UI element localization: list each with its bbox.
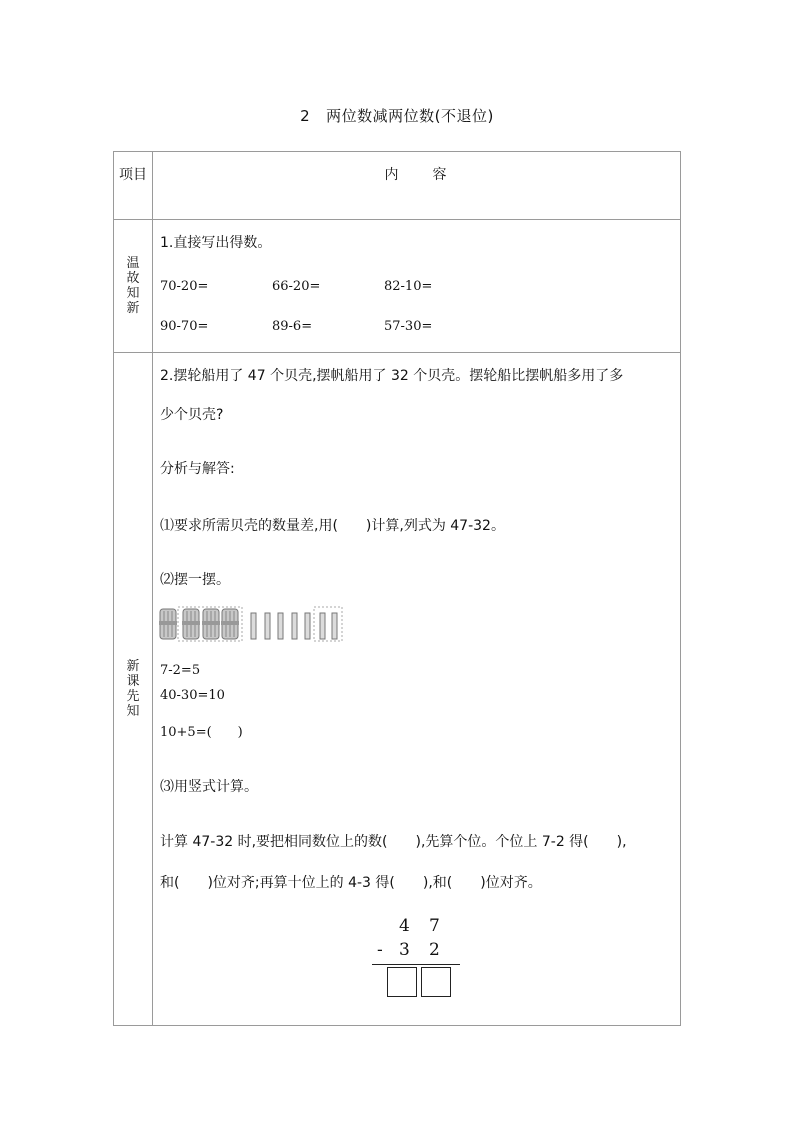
equation-3: 10+5=( ) [160, 725, 243, 740]
bundle-icon [221, 609, 239, 639]
part1-heading: 1.直接写出得数。 [160, 235, 272, 251]
vertical-top-tens: 4 [399, 916, 410, 936]
analysis-label: 分析与解答: [160, 461, 235, 477]
vertical-top-ones: 7 [429, 916, 440, 936]
bundle-icon [202, 609, 220, 639]
vertical-minus-sign: - [377, 940, 383, 960]
vertical-bottom-ones: 2 [429, 940, 440, 960]
section-label-review [114, 220, 153, 353]
section-label-new [114, 353, 153, 1026]
bundle-icon [159, 609, 177, 639]
section-new-lesson [153, 353, 681, 1026]
stick-icon [292, 613, 297, 639]
exercise-1-1: 70-20= [160, 279, 209, 294]
answer-box-tens[interactable] [387, 967, 417, 997]
question-line-1: 2.摆轮船用了 47 个贝壳,摆帆船用了 32 个贝壳。摆轮船比摆帆船多用了多 [160, 368, 624, 384]
vertical-underline [372, 964, 460, 965]
lesson-table [113, 151, 681, 1026]
stick-icon [251, 613, 256, 639]
section-label-review-text: 温故知新 [126, 256, 140, 316]
exercise-2-1: 90-70= [160, 319, 209, 334]
exercise-1-3: 82-10= [384, 279, 433, 294]
calc-line-1: 计算 47-32 时,要把相同数位上的数( ),先算个位。个位上 7-2 得( ), [160, 834, 627, 850]
stick-icon [305, 613, 310, 639]
page-title [0, 105, 794, 126]
stick-icon [320, 613, 325, 639]
section-label-new-text: 新课先知 [126, 659, 140, 719]
section-review [153, 220, 681, 353]
ones-group-box [314, 607, 342, 641]
header-item: 项目 [114, 152, 153, 220]
sticks-illustration [159, 605, 349, 645]
bundle-icon [182, 609, 200, 639]
step-3: ⑶用竖式计算。 [160, 779, 258, 795]
stick-icon [332, 613, 337, 639]
exercise-2-2: 89-6= [272, 319, 313, 334]
lesson-number: 2 [300, 107, 311, 125]
question-line-2: 少个贝壳? [160, 407, 224, 423]
step-1: ⑴要求所需贝壳的数量差,用( )计算,列式为 47-32。 [160, 518, 505, 534]
equation-1: 7-2=5 [160, 663, 201, 678]
equation-2: 40-30=10 [160, 688, 225, 703]
vertical-bottom-tens: 3 [399, 940, 410, 960]
header-content: 内 容 [153, 152, 681, 220]
stick-icon [278, 613, 283, 639]
exercise-2-3: 57-30= [384, 319, 433, 334]
stick-icon [265, 613, 270, 639]
lesson-title: 两位数减两位数(不退位) [326, 107, 494, 125]
exercise-1-2: 66-20= [272, 279, 321, 294]
calc-line-2: 和( )位对齐;再算十位上的 4-3 得( ),和( )位对齐。 [160, 875, 542, 891]
answer-box-ones[interactable] [421, 967, 451, 997]
step-2: ⑵摆一摆。 [160, 572, 230, 588]
